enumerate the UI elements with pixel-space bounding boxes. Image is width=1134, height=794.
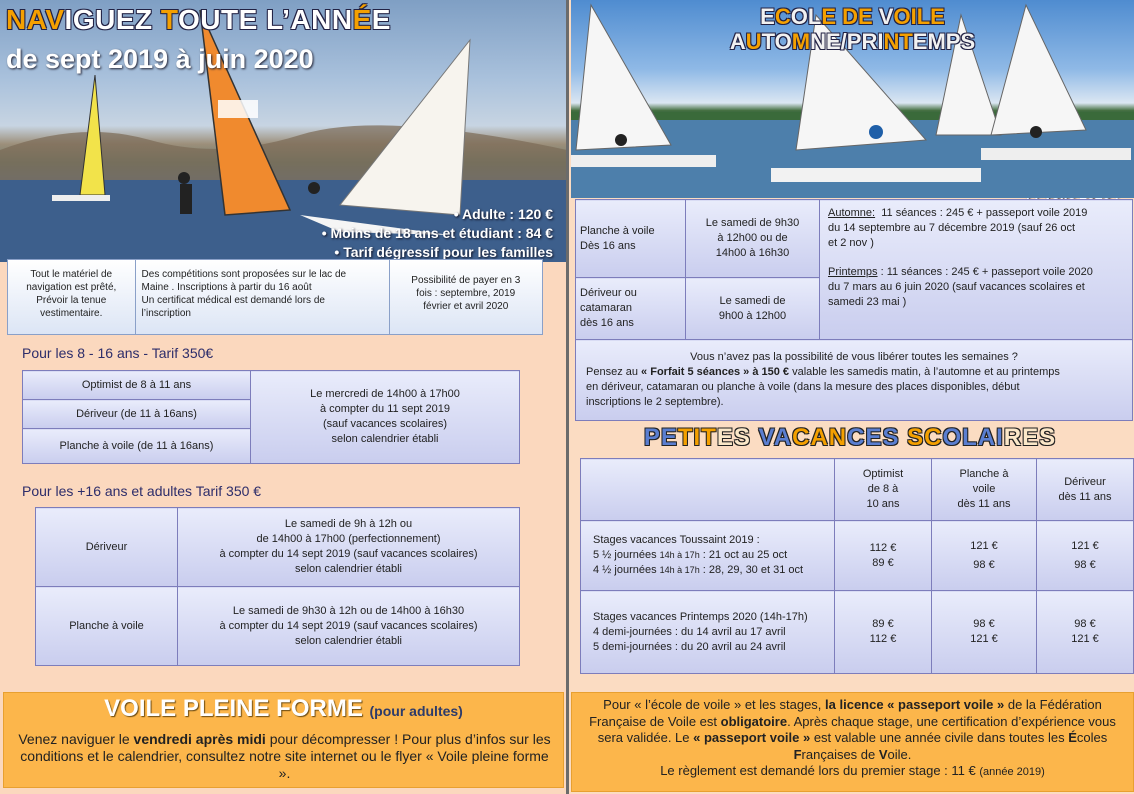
price-toussaint-deriveur: 121 € 98 € [1037, 521, 1134, 591]
reglement-line: Le règlement est demandé lors du premier stage : 11 € (année 2019) [660, 763, 1045, 778]
schedule-planche-adult: Le samedi de 9h30 à 12h ou de 14h00 à 16h30 à compter du 14 sept 2019 (sauf vacances scolaires) selon calendrier établi [178, 587, 520, 666]
vpf-description: Venez naviguer le vendredi après midi pour décompresser ! Pour plus d’infos sur les conditions et le calendrier, consultez notre site internet ou le flyer « Voile pleine forme ». [18, 731, 551, 781]
vpf-title: VOILE PLEINE FORME (pour adultes) [104, 695, 463, 722]
voile-pleine-forme-box [3, 692, 564, 788]
page-title: NAVIGUEZ TOUTE L’ANNÉE [6, 4, 391, 35]
vacances-table [580, 458, 1134, 674]
row-deriveur-adult: Dériveur [36, 508, 178, 587]
schedule-deriveur-adult: Le samedi de 9h à 12h ou de 14h00 à 17h00 (perfectionnement) à compter du 14 sept 2019 (sauf vacances scolaires) selon calendrier établi [178, 508, 520, 587]
section-8-16: Pour les 8 - 16 ans - Tarif 350€ [22, 345, 214, 361]
price-toussaint-planche: 121 € 98 € [932, 521, 1037, 591]
price-printemps-deriveur: 98 € 121 € [1037, 591, 1134, 674]
section-adults: Pour les +16 ans et adultes Tarif 350 € [22, 483, 262, 499]
vac-header-deriveur: Dériveur dès 11 ans [1037, 459, 1134, 521]
ecole-title: ECOLE DE VOILE AUTOMNE/PRINTEMPS [729, 4, 976, 54]
row-planche-adult: Planche à voile [36, 587, 178, 666]
ecole-time-planche: Le samedi de 9h30 à 12h00 ou de 14h00 à 16h30 [686, 200, 820, 278]
row-planche-junior: Planche à voile (de 11 à 16ans) [23, 429, 251, 464]
panel-divider [566, 0, 569, 794]
season-automne: Automne: 11 séances : 245 € + passeport voile 2019 [828, 207, 1088, 219]
petites-vacances-title: PETITES VACANCES SCOLAIRES [643, 424, 1057, 451]
season-printemps: Printemps : 11 séances : 245 € + passeport voile 2020 [828, 266, 1093, 278]
price-printemps-planche: 98 € 121 € [932, 591, 1037, 674]
info-competitions: Des compétitions sont proposées sur le lac de Maine . Inscriptions à partir du 16 août Un certificat médical est demandé lors de l’inscription [136, 260, 390, 334]
table-8-16 [22, 370, 520, 464]
ecole-table [575, 199, 1133, 421]
price-adult: • Adulte : 120 € [265, 205, 553, 224]
ecole-row-planche: Planche à voile Dès 16 ans [576, 200, 686, 278]
row-optimist: Optimist de 8 à 11 ans [23, 371, 251, 400]
licence-note: Pour « l’école de voile » et les stages, la licence « passeport voile » de la Fédération Française de Voile est obligatoire. Après chaque stage, une certification d’expérience vous sera validée. Le « passeport voile » est valable une année civile dans toutes les Écoles Françaises de Voile. Le règlement est demandé lors du premier stage : 11 € (année 2019) [571, 692, 1134, 792]
ecole-time-deriveur: Le samedi de 9h00 à 12h00 [686, 278, 820, 340]
vac-header-empty [581, 459, 835, 521]
schedule-8-16: Le mercredi de 14h00 à 17h00 à compter du 11 sept 2019 (sauf vacances scolaires) selon calendrier établi [251, 371, 520, 464]
ecole-row-deriveur: Dériveur ou catamaran dès 16 ans [576, 278, 686, 340]
row-deriveur-junior: Dériveur (de 11 à 16ans) [23, 400, 251, 429]
info-equipment: Tout le matériel de navigation est prêté, Prévoir la tenue vestimentaire. [8, 260, 136, 334]
price-under-18: • Moins de 18 ans et étudiant : 84 € [265, 224, 553, 243]
ecole-seasons: Automne: 11 séances : 245 € + passeport voile 2019 du 14 septembre au 7 décembre 2019 (sauf 26 oct et 2 nov ) Printemps : 11 séances : 245 € + passeport voile 2020 du 7 mars au 6 juin 2020 (sauf vacances scolaires et samedi 23 mai ) [820, 200, 1133, 340]
season-dates: de sept 2019 à juin 2020 [6, 44, 314, 74]
forfait-box: Vous n’avez pas la possibilité de vous libérer toutes les semaines ? Pensez au « Forfait 5 séances » à 150 € valable les samedis matin, à l’automne et au printemps en dériveur, catamaran ou planche à voile (dans la mesure des places disponibles, début inscriptions le 2 septembre). [576, 340, 1133, 421]
info-payment: Possibilité de payer en 3 fois : septembre, 2019 février et avril 2020 [390, 260, 542, 334]
price-family: • Tarif dégressif pour les familles [265, 243, 553, 262]
vac-header-planche: Planche à voile dès 11 ans [932, 459, 1037, 521]
vac-header-optimist: Optimist de 8 à 10 ans [835, 459, 932, 521]
vac-row-printemps: Stages vacances Printemps 2020 (14h-17h) 4 demi-journées : du 14 avril au 17 avril 5 demi-journées : du 20 avril au 24 avril [581, 591, 835, 674]
price-toussaint-optimist: 112 € 89 € [835, 521, 932, 591]
table-adults [35, 507, 520, 666]
vac-row-toussaint: Stages vacances Toussaint 2019 : 5 ½ journées 14h à 17h : 21 oct au 25 oct 4 ½ journées 14h à 17h : 28, 29, 30 et 31 oct [581, 521, 835, 591]
price-printemps-optimist: 89 € 112 € [835, 591, 932, 674]
membership-prices [265, 205, 553, 262]
info-row [7, 259, 543, 335]
